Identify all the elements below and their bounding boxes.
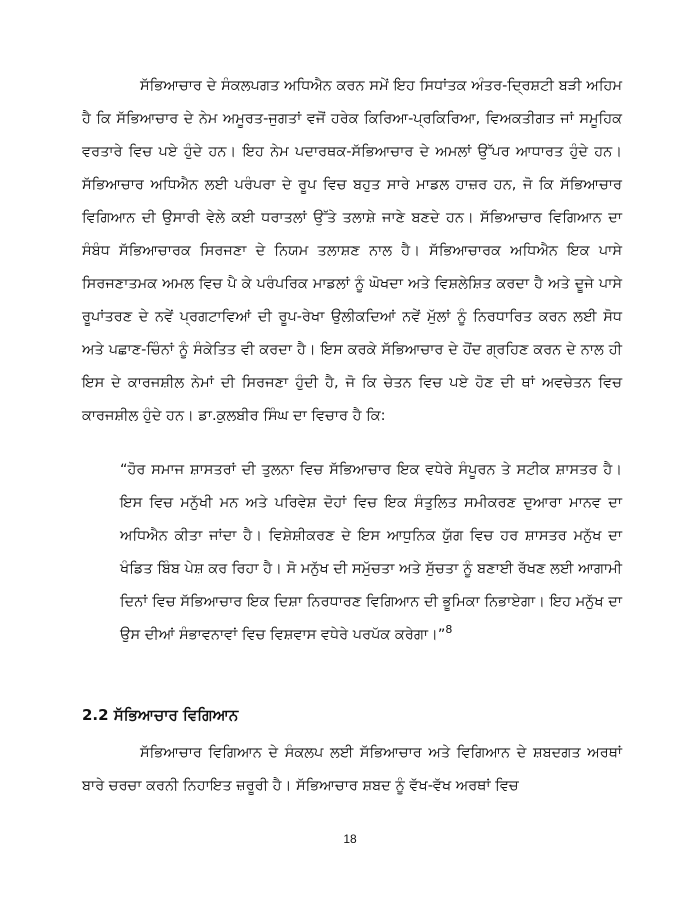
block-quote	[120, 454, 622, 652]
page-number: 18	[343, 832, 357, 846]
body-paragraph: ਸੱਭਿਆਚਾਰ ਦੇ ਸੰਕਲਪਗਤ ਅਧਿਐਨ ਕਰਨ ਸਮੇਂ ਇਹ ਸਿਧਾਂਤਕ ਅੰਤਰ-ਦ੍ਰਿਸ਼ਟੀ ਬੜੀ ਅਹਿਮ ਹੈ ਕਿ ਸੱਭਿਆਚਾਰ ਦੇ ਨੇਮ ਅਮੂਰਤ-ਜੁਗਤਾਂ ਵਜੋਂ ਹਰੇਕ ਕਿਰਿਆ-ਪ੍ਰਕਿਰਿਆ, ਵਿਅਕਤੀਗਤ ਜਾਂ ਸਮੂਹਿਕ ਵਰਤਾਰੇ ਵਿਚ ਪਏ ਹੁੰਦੇ ਹਨ। ਇਹ ਨੇਮ ਪਦਾਰਥਕ-ਸੱਭਿਆਚਾਰ ਦੇ ਅਮਲਾਂ ਉੱਪਰ ਆਧਾਰਤ ਹੁੰਦੇ ਹਨ। ਸੱਭਿਆਚਾਰ ਅਧਿਐਨ ਲਈ ਪਰੰਪਰਾ ਦੇ ਰੂਪ ਵਿਚ ਬਹੁਤ ਸਾਰੇ ਮਾਡਲ ਹਾਜ਼ਰ ਹਨ, ਜੋ ਕਿ ਸੱਭਿਆਚਾਰ ਵਿਗਿਆਨ ਦੀ ਉਸਾਰੀ ਵੇਲੇ ਕਈ ਧਰਾਤਲਾਂ ਉੱਤੇ ਤਲਾਸ਼ੇ ਜਾਣੇ ਬਣਦੇ ਹਨ। ਸੱਭਿਆਚਾਰ ਵਿਗਿਆਨ ਦਾ ਸੰਬੰਧ ਸੱਭਿਆਚਾਰਕ ਸਿਰਜਣਾ ਦੇ ਨਿਯਮ ਤਲਾਸ਼ਣ ਨਾਲ ਹੈ। ਸੱਭਿਆਚਾਰਕ ਅਧਿਐਨ ਇਕ ਪਾਸੇ ਸਿਰਜਣਾਤਮਕ ਅਮਲ ਵਿਚ ਪੈ ਕੇ ਪਰੰਪਰਿਕ ਮਾਡਲਾਂ ਨੂੰ ਘੋਖਦਾ ਅਤੇ ਵਿਸ਼ਲੇਸ਼ਿਤ ਕਰਦਾ ਹੈ ਅਤੇ ਦੂਜੇ ਪਾਸੇ ਰੂਪਾਂਤਰਣ ਦੇ ਨਵੇਂ ਪ੍ਰਗਟਾਵਿਆਂ ਦੀ ਰੂਪ-ਰੇਖਾ ਉਲੀਕਦਿਆਂ ਨਵੇਂ ਮੁੱਲਾਂ ਨੂੰ ਨਿਰਧਾਰਿਤ ਕਰਨ ਲਈ ਸੋਧ ਅਤੇ ਪਛਾਣ-ਚਿੰਨਾਂ ਨੂੰ ਸੰਕੇਤਿਤ ਵੀ ਕਰਦਾ ਹੈ। ਇਸ ਕਰਕੇ ਸੱਭਿਆਚਾਰ ਦੇ ਹੋਂਦ ਗ੍ਰਹਿਣ ਕਰਨ ਦੇ ਨਾਲ ਹੀ ਇਸ ਦੇ ਕਾਰਜਸ਼ੀਲ ਨੇਮਾਂ ਦੀ ਸਿਰਜਣਾ ਹੁੰਦੀ ਹੈ, ਜੋ ਕਿ ਚੇਤਨ ਵਿਚ ਪਏ ਹੋਣ ਦੀ ਥਾਂ ਅਵਚੇਤਨ ਵਿਚ ਕਾਰਜਸ਼ੀਲ ਹੁੰਦੇ ਹਨ। ਡਾ.ਕੁਲਬੀਰ ਸਿੰਘ ਦਾ ਵਿਚਾਰ ਹੈ ਕਿ:	[82, 78, 622, 424]
footnote-reference: 8	[445, 623, 453, 637]
body-paragraph: ਸੱਭਿਆਚਾਰ ਵਿਗਿਆਨ ਦੇ ਸੰਕਲਪ ਲਈ ਸੱਭਿਆਚਾਰ ਅਤੇ ਵਿਗਿਆਨ ਦੇ ਸ਼ਬਦਗਤ ਅਰਥਾਂ ਬਾਰੇ ਚਰਚਾ ਕਰਨੀ ਨਿਹਾਇਤ ਜ਼ਰੂਰੀ ਹੈ। ਸੱਭਿਆਚਾਰ ਸ਼ਬਦ ਨੂੰ ਵੱਖ-ਵੱਖ ਅਰਥਾਂ ਵਿਚ	[82, 745, 622, 794]
section-heading: 2.2 ਸੱਭਿਆਚਾਰ ਵਿਗਿਆਨ	[82, 706, 239, 724]
quote-text: “ਹੋਰ ਸਮਾਜ ਸ਼ਾਸਤਰਾਂ ਦੀ ਤੁਲਨਾ ਵਿਚ ਸੱਭਿਆਚਾਰ ਇਕ ਵਧੇਰੇ ਸੰਪੂਰਨ ਤੇ ਸਟੀਕ ਸ਼ਾਸਤਰ ਹੈ। ਇਸ ਵਿਚ ਮਨੁੱਖੀ ਮਨ ਅਤੇ ਪਰਿਵੇਸ਼ ਦੋਹਾਂ ਵਿਚ ਇਕ ਸੰਤੁਲਿਤ ਸਮੀਕਰਣ ਦੁਆਰਾ ਮਾਨਵ ਦਾ ਅਧਿਐਨ ਕੀਤਾ ਜਾਂਦਾ ਹੈ। ਵਿਸ਼ੇਸ਼ੀਕਰਣ ਦੇ ਇਸ ਆਧੁਨਿਕ ਯੁੱਗ ਵਿਚ ਹਰ ਸ਼ਾਸਤਰ ਮਨੁੱਖ ਦਾ ਖੰਡਿਤ ਬਿੰਬ ਪੇਸ਼ ਕਰ ਰਿਹਾ ਹੈ। ਸੋ ਮਨੁੱਖ ਦੀ ਸਮੁੱਚਤਾ ਅਤੇ ਸੁੱਚਤਾ ਨੂੰ ਬਣਾਈ ਰੱਖਣ ਲਈ ਆਗਾਮੀ ਦਿਨਾਂ ਵਿਚ ਸੱਭਿਆਚਾਰ ਇਕ ਦਿਸ਼ਾ ਨਿਰਧਾਰਣ ਵਿਗਿਆਨ ਦੀ ਭੂਮਿਕਾ ਨਿਭਾਏਗਾ। ਇਹ ਮਨੁੱਖ ਦਾ ਉਸ ਦੀਆਂ ਸੰਭਾਵਨਾਵਾਂ ਵਿਚ ਵਿਸ਼ਵਾਸ ਵਧੇਰੇ ਪਰਪੱਕ ਕਰੇਗਾ।”	[120, 462, 622, 643]
